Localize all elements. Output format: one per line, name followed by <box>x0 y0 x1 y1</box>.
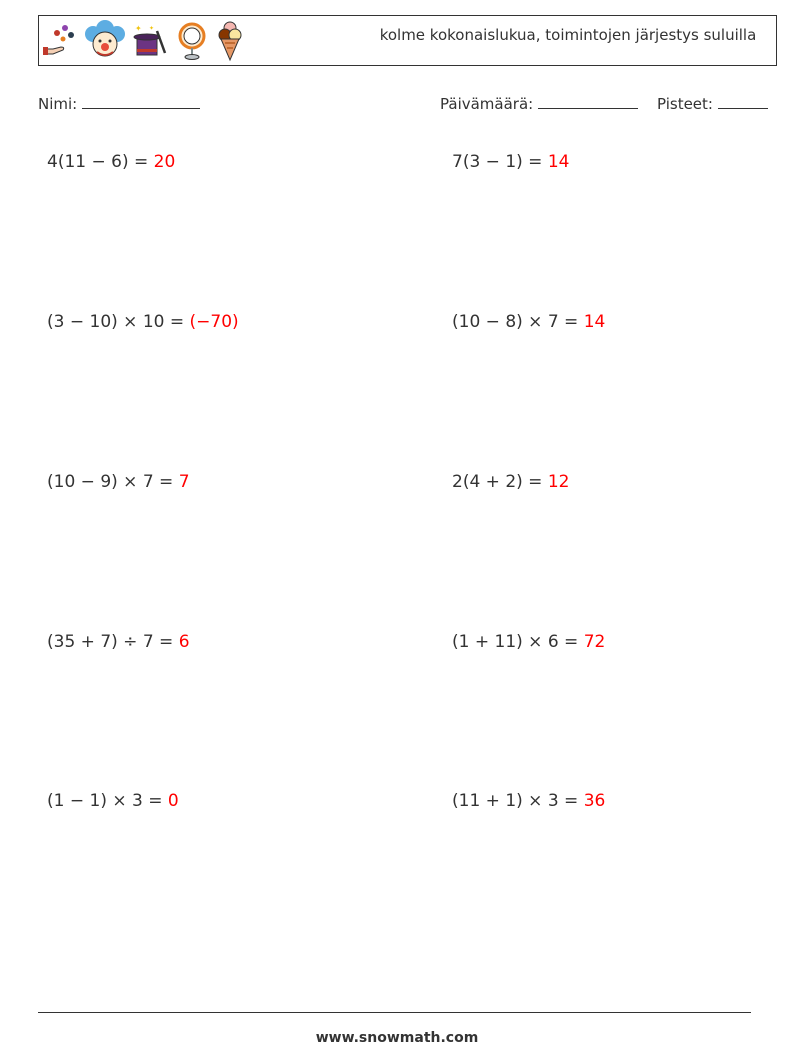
problem-4 <box>452 312 605 332</box>
problem-answer: 6 <box>178 632 190 652</box>
ice-cream-icon <box>215 20 245 62</box>
problem-8 <box>452 632 605 652</box>
problem-expression: (1 − 1) × 3 = <box>47 791 168 811</box>
problem-answer: 7 <box>178 472 190 492</box>
problem-answer: 14 <box>583 312 606 332</box>
name-label: Nimi: <box>38 95 78 113</box>
problem-answer: (−70) <box>189 312 239 332</box>
footer-divider <box>38 1012 751 1013</box>
problem-1 <box>47 152 175 172</box>
problem-expression: (10 − 8) × 7 = <box>452 312 584 332</box>
name-field <box>38 94 200 113</box>
problem-answer: 0 <box>167 791 179 811</box>
problem-expression: (3 − 10) × 10 = <box>47 312 190 332</box>
problem-10 <box>452 791 605 811</box>
problem-7 <box>47 632 190 652</box>
date-field <box>440 94 638 113</box>
problem-3 <box>47 312 239 332</box>
problem-expression: (11 + 1) × 3 = <box>452 791 584 811</box>
worksheet-title: kolme kokonaislukua, toimintojen järjestys suluilla <box>379 26 757 44</box>
problem-9 <box>47 791 179 811</box>
clown-icon <box>85 20 125 62</box>
problem-6 <box>452 472 569 492</box>
footer-url: www.snowmath.com <box>315 1030 479 1046</box>
problem-expression: (10 − 9) × 7 = <box>47 472 179 492</box>
svg-text:✦: ✦ <box>135 24 142 33</box>
mirror-icon <box>175 21 209 61</box>
date-label: Päivämäärä: <box>440 95 534 113</box>
score-field <box>657 94 768 113</box>
problem-expression: (1 + 11) × 6 = <box>452 632 584 652</box>
problem-expression: 4(11 − 6) = <box>47 152 154 172</box>
problem-expression: 7(3 − 1) = <box>452 152 548 172</box>
problem-answer: 12 <box>547 472 570 492</box>
header-icons <box>43 19 245 63</box>
problem-expression: (35 + 7) ÷ 7 = <box>47 632 179 652</box>
score-blank <box>718 94 768 109</box>
score-label: Pisteet: <box>657 95 713 113</box>
date-blank <box>538 94 638 109</box>
problem-2 <box>452 152 569 172</box>
problem-answer: 20 <box>153 152 176 172</box>
problem-answer: 72 <box>583 632 606 652</box>
header-box <box>38 15 777 66</box>
svg-text:✦: ✦ <box>149 25 155 32</box>
problem-answer: 14 <box>547 152 570 172</box>
problem-answer: 36 <box>583 791 606 811</box>
name-blank <box>82 94 200 109</box>
juggling-icon <box>43 23 79 59</box>
problem-expression: 2(4 + 2) = <box>452 472 548 492</box>
magic-hat-icon <box>131 23 169 59</box>
problem-5 <box>47 472 190 492</box>
